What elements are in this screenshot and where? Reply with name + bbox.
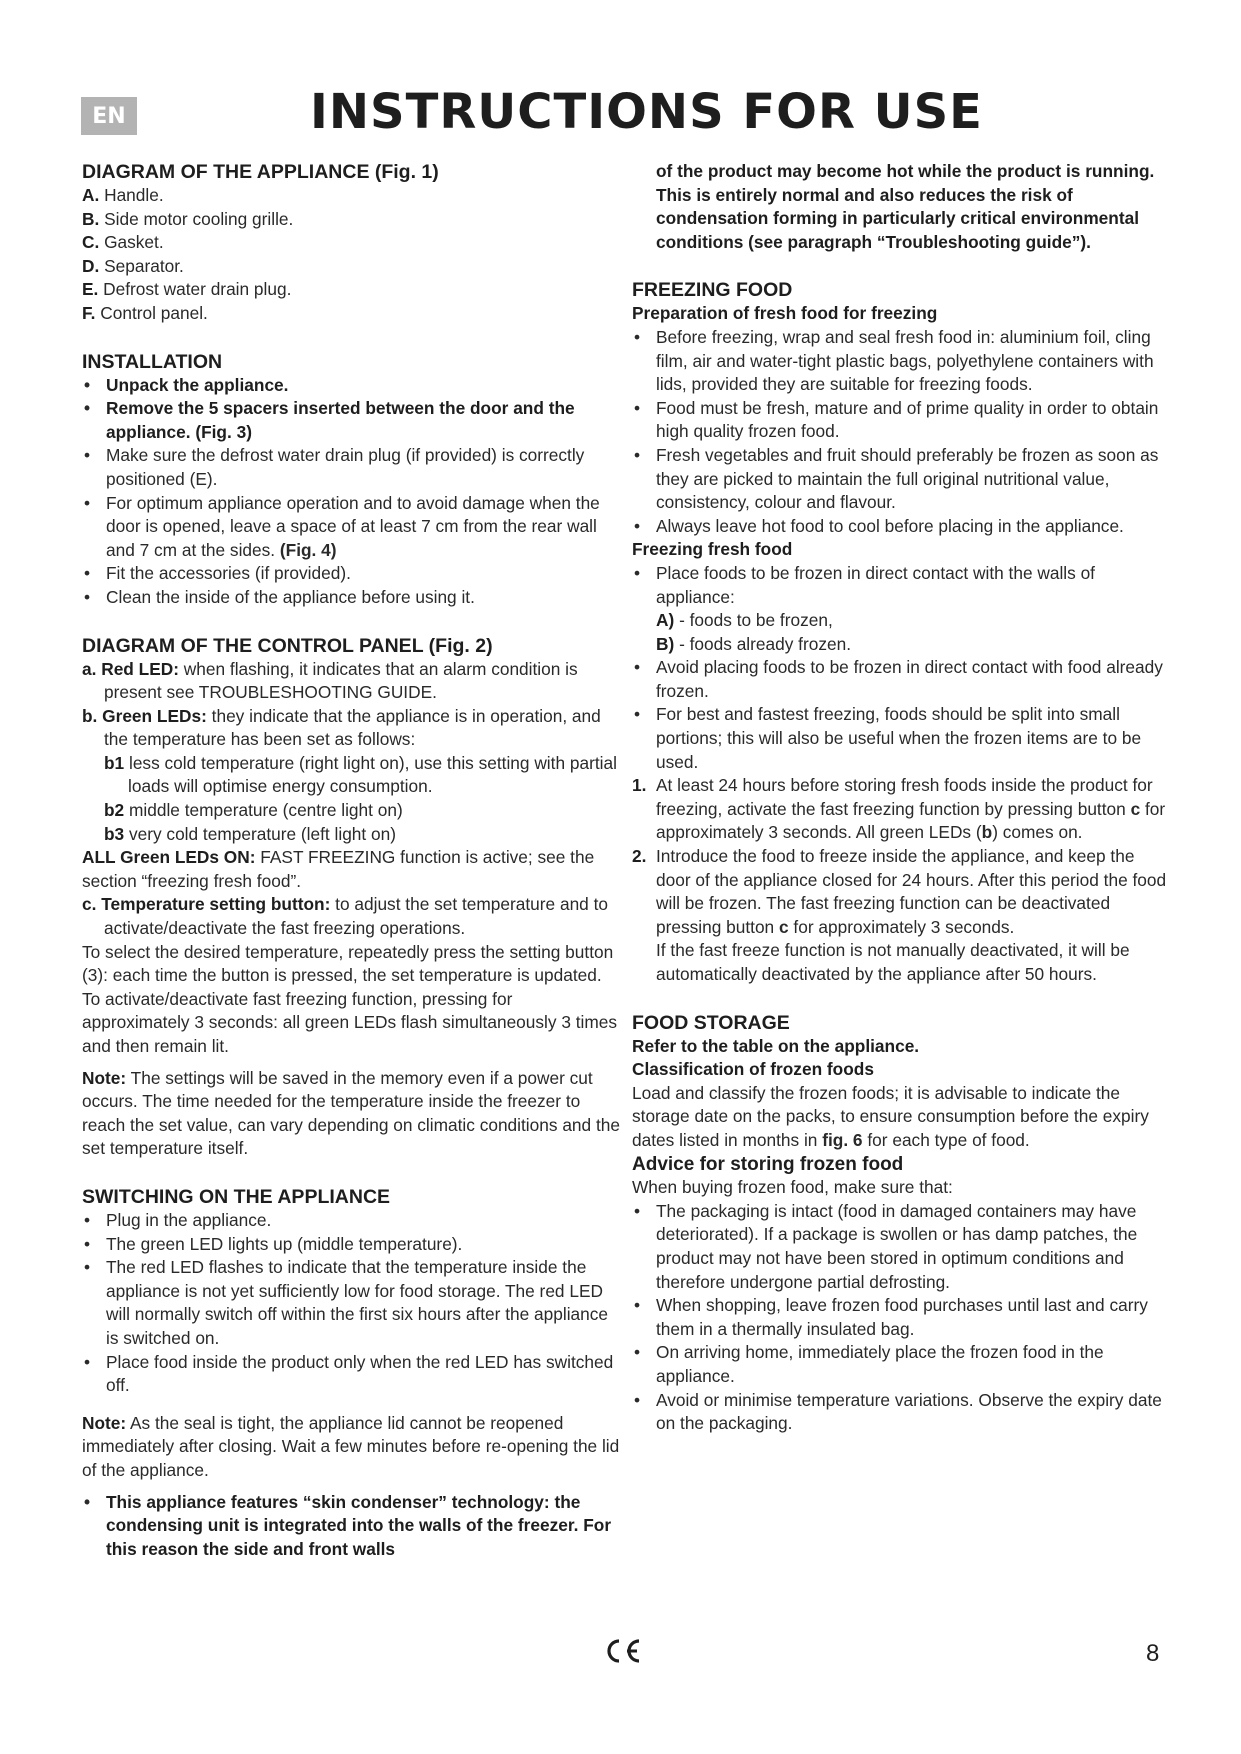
list-item: • The packaging is intact (food in damaged containers may have deteriorated). If a package is swollen or has damp patches, the product may not have been stored in optimum conditions and therefore undergone partial defrosting. (632, 1200, 1172, 1294)
section-control-panel (82, 634, 622, 1161)
section-freezing-food (632, 278, 1172, 986)
freezing-steps-list (632, 774, 1172, 986)
subheading-preparation: Preparation of fresh food for freezing (632, 303, 938, 324)
advice-list (632, 1200, 1172, 1436)
subheading-advice: Advice for storing frozen food (632, 1153, 904, 1175)
list-item: • Remove the 5 spacers inserted between the door and the appliance. (Fig. 3) (82, 397, 622, 444)
diagram-item-b: B. Side motor cooling grille. (82, 208, 294, 229)
section-title-installation: INSTALLATION (82, 350, 223, 373)
list-item: • For optimum appliance operation and to avoid damage when the door is opened, leave a space of at least 7 cm from the rear wall and 7 cm at the sides. (Fig. 4) (82, 492, 622, 563)
control-item-b1: b1 less cold temperature (right light on), use this setting with partial loads will optimise energy consumption. (104, 752, 617, 797)
list-item: • Food must be fresh, mature and of prime quality in order to obtain high quality frozen food. (632, 397, 1172, 444)
installation-list (82, 374, 622, 610)
language-badge: EN (81, 97, 137, 135)
list-item: • For best and fastest freezing, foods should be split into small portions; this will also be useful when the frozen items are to be used. (632, 703, 1172, 774)
list-item: • Before freezing, wrap and seal fresh food in: aluminium foil, cling film, air and water-tight plastic bags, polyethylene containers with lids, provided they are suitable for freezing foods. (632, 326, 1172, 397)
diagram-item-c: C. Gasket. (82, 232, 164, 253)
section-title-freezing-food: FREEZING FOOD (632, 279, 793, 302)
list-item: • Make sure the defrost water drain plug (if provided) is correctly positioned (E). (82, 444, 622, 491)
paragraph-select-temperature: To select the desired temperature, repeatedly press the setting button (3): each time the button is pressed, the set temperature is updated. (82, 941, 614, 986)
list-item: • Always leave hot food to cool before placing in the appliance. (632, 515, 1172, 539)
list-item: • This appliance features “skin condenser” technology: the condensing unit is integrated into the walls of the freezer. For this reason the side and front walls (82, 1491, 622, 1562)
section-diagram-appliance (82, 160, 622, 326)
control-item-green-leds: b. Green LEDs: they indicate that the appliance is in operation, and the temperature has been set as follows: (82, 705, 601, 750)
list-item: • Unpack the appliance. (82, 374, 622, 398)
subheading-refer-table: Refer to the table on the appliance. (632, 1035, 920, 1056)
control-item-temp-button: c. Temperature setting button: to adjust the set temperature and to activate/deactivate the fast freezing operations. (82, 894, 609, 939)
list-item: • Fit the accessories (if provided). (82, 562, 622, 586)
diagram-item-e: E. Defrost water drain plug. (82, 279, 292, 300)
ce-mark-icon (603, 1637, 643, 1665)
paragraph-classification: Load and classify the frozen foods; it is advisable to indicate the storage date on the packs, to ensure consumption before the expiry dates listed in months in fig. 6 for each type of food. (632, 1082, 1149, 1150)
list-item: • Avoid placing foods to be frozen in direct contact with food already frozen. (632, 656, 1172, 703)
note-settings: Note: The settings will be saved in the memory even if a power cut occurs. The time needed for the temperature inside the freezer to reach the set value, can vary depending on climatic conditions and the set temperature itself. (82, 1067, 620, 1159)
list-item: 1. At least 24 hours before storing fresh foods inside the product for freezing, activate the fast freezing function by pressing button c for approximately 3 seconds. All green LEDs (b) comes on. (632, 775, 1166, 843)
switching-on-list (82, 1209, 622, 1398)
preparation-list (632, 326, 1172, 538)
section-food-storage (632, 1011, 1172, 1436)
subheading-freezing-fresh-food: Freezing fresh food (632, 539, 793, 560)
paragraph-fast-freezing: To activate/deactivate fast freezing function, pressing for approximately 3 seconds: all green LEDs flash simultaneously 3 times and then remain lit. (82, 988, 618, 1056)
list-item: • The green LED lights up (middle temperature). (82, 1233, 622, 1257)
skin-condenser-list (82, 1491, 622, 1562)
section-switching-on (82, 1185, 622, 1561)
list-item: • When shopping, leave frozen food purchases until last and carry them in a thermally insulated bag. (632, 1294, 1172, 1341)
section-installation (82, 350, 622, 610)
control-item-b2: b2 middle temperature (centre light on) (104, 800, 403, 821)
page-title: INSTRUCTIONS FOR USE (310, 84, 983, 140)
skin-condenser-continuation: of the product may become hot while the product is running. This is entirely normal and also reduces the risk of condensation forming in particularly critical environmental conditions (see paragraph “Troubleshooting guide”). (656, 161, 1155, 252)
note-lid: Note: As the seal is tight, the appliance lid cannot be reopened immediately after closing. Wait a few minutes before re-opening the lid of the appliance. (82, 1412, 620, 1480)
paragraph-advice-intro: When buying frozen food, make sure that: (632, 1177, 953, 1198)
list-item: • Clean the inside of the appliance before using it. (82, 586, 622, 610)
diagram-item-d: D. Separator. (82, 255, 184, 276)
left-column (82, 160, 622, 1561)
section-title-control-panel: DIAGRAM OF THE CONTROL PANEL (Fig. 2) (82, 634, 493, 657)
list-item: • Avoid or minimise temperature variations. Observe the expiry date on the packaging. (632, 1389, 1172, 1436)
section-title-switching-on: SWITCHING ON THE APPLIANCE (82, 1185, 391, 1208)
list-item: • Fresh vegetables and fruit should preferably be frozen as soon as they are picked to maintain the full original nutritional value, consistency, colour and flavour. (632, 444, 1172, 515)
list-item: • Place food inside the product only when the red LED has switched off. (82, 1351, 622, 1398)
list-item: • Place foods to be frozen in direct contact with the walls of appliance: A) - foods to be frozen, B) - foods already frozen. (632, 562, 1172, 656)
right-column (632, 160, 1172, 1436)
list-item: • Plug in the appliance. (82, 1209, 622, 1233)
list-item: • The red LED flashes to indicate that the temperature inside the appliance is not yet sufficiently low for food storage. The red LED will normally switch off within the first six hours after the appliance is switched on. (82, 1256, 622, 1350)
control-item-red-led: a. Red LED: when flashing, it indicates that an alarm condition is present see TROUBLESHOOTING GUIDE. (82, 658, 578, 703)
diagram-item-a: A. Handle. (82, 185, 164, 205)
section-title-diagram-appliance: DIAGRAM OF THE APPLIANCE (Fig. 1) (82, 161, 439, 183)
section-title-food-storage: FOOD STORAGE (632, 1011, 790, 1034)
subheading-classification: Classification of frozen foods (632, 1059, 874, 1080)
diagram-item-f: F. Control panel. (82, 302, 208, 323)
freezing-fresh-list (632, 562, 1172, 774)
list-item: 2. Introduce the food to freeze inside the appliance, and keep the door of the appliance closed for 24 hours. After this period the food will be frozen. The fast freezing function can be deactivated pressing button c for approximately 3 seconds. If the fast freeze function is not manually deactivated, it will be automatically deactivated by the appliance after 50 hours. (632, 846, 1167, 984)
control-item-b3: b3 very cold temperature (left light on) (104, 823, 396, 844)
page-number: 8 (1146, 1640, 1160, 1667)
list-item: • On arriving home, immediately place the frozen food in the appliance. (632, 1341, 1172, 1388)
control-item-all-green: ALL Green LEDs ON: FAST FREEZING function is active; see the section “freezing fresh food”. (82, 847, 595, 891)
